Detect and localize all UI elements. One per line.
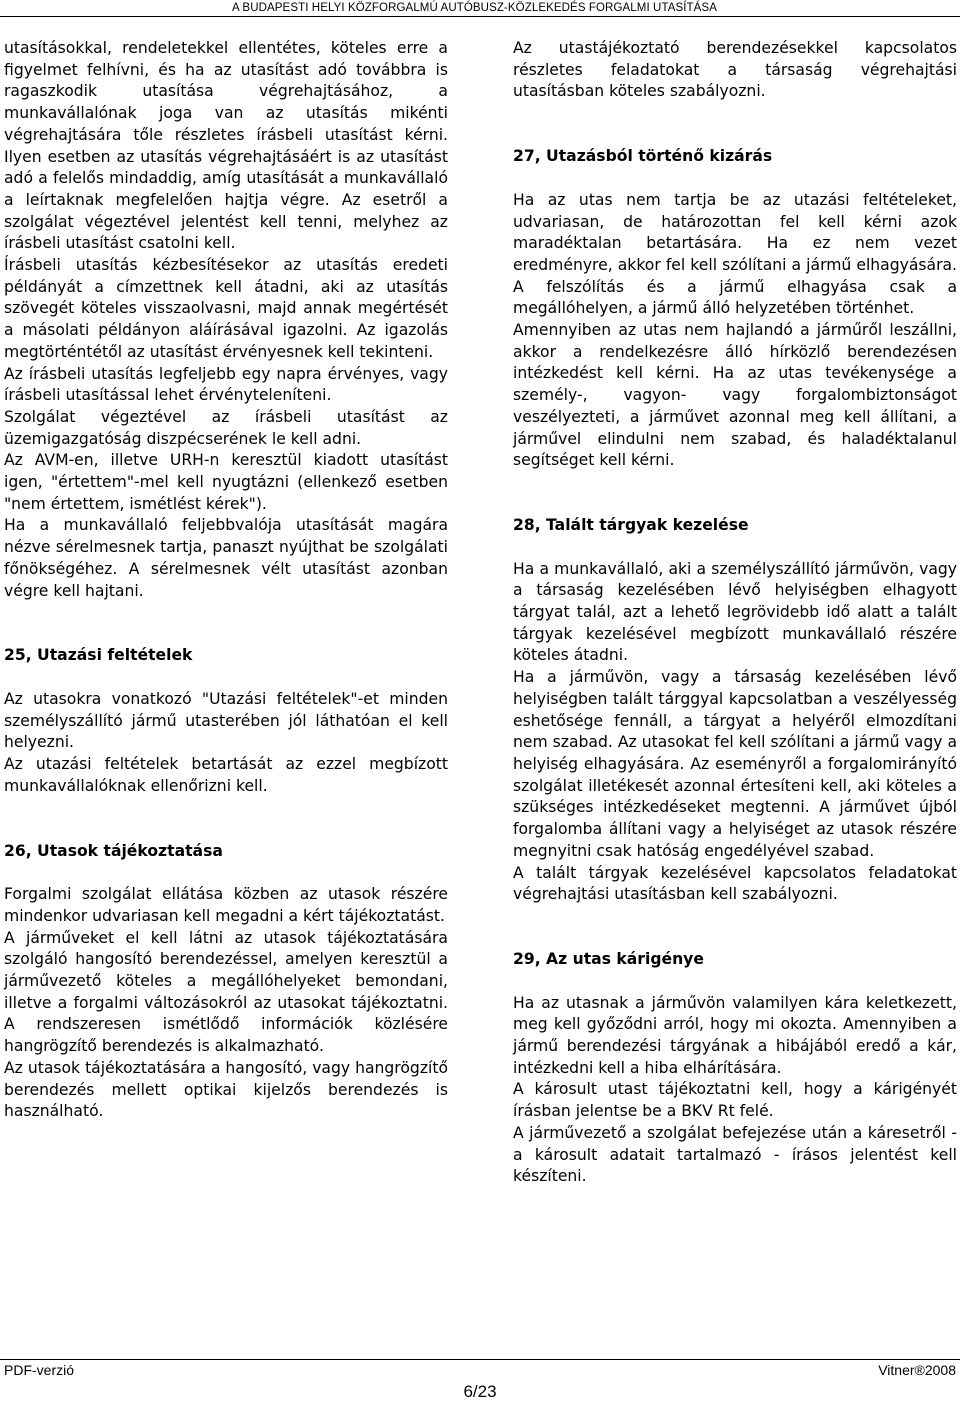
paragraph: A károsult utast tájékoztatni kell, hogy a kárigényét írásban jelentse be a BKV Rt felé. — [513, 1080, 957, 1121]
section-heading-27: 27, Utazásból történő kizárás — [513, 147, 773, 166]
paragraph: Ha az utasnak a járművön valamilyen kára keletkezett, meg kell győződni arról, hogy mi okozta. Amennyiben a jármű berendezési tárgyának a hibájából eredő a kár, intézkedni kell a hiba elhárítására. — [513, 993, 957, 1077]
footer-copyright: Vitner®2008 — [878, 1362, 956, 1378]
section-heading-29: 29, Az utas kárigénye — [513, 949, 704, 968]
paragraph: Az írásbeli utasítás legfeljebb egy napra érvényes, vagy írásbeli utasítással lehet érvényteleníteni. — [4, 364, 448, 405]
paragraph: Ha a munkavállaló feljebbvalója utasítását magára nézve sérelmesnek tartja, panaszt nyújthat be szolgálati főnökségéhez. A sérelmesnek vélt utasítást azonban végre kell hajtani. — [4, 516, 448, 600]
paragraph: A járművezető a szolgálat befejezése után a káresetről - a károsult adatait tartalmazó - írásos jelentést kell készíteni. — [513, 1123, 957, 1186]
header-divider — [0, 16, 960, 17]
right-column — [513, 38, 957, 1188]
paragraph: Amennyiben az utas nem hajlandó a járműről leszállni, akkor a rendelkezésre álló hírközlő berendezésen intézkedést kell kérni. Ha az utas tevékenysége a személy-, vagyon- vagy forgalombiztonságot veszélyezteti, a járművet azonnal meg kell állítani, a járművel elindulni nem szabad, és haladéktalanul segítséget kell kérni. — [513, 321, 957, 470]
paragraph: Az AVM-en, illetve URH-n keresztül kiadott utasítást igen, "értettem"-mel kell nyugtázni (ellenkező esetben "nem értettem, ismétlést kérek"). — [4, 451, 448, 513]
paragraph: Szolgálat végeztével az írásbeli utasítást az üzemigazgatóság diszpécserének le kell adni. — [4, 407, 448, 448]
header-title: A BUDAPESTI HELYI KÖZFORGALMÚ AUTÓBUSZ-KÖZLEKEDÉS FORGALMI UTASÍTÁSA — [232, 2, 717, 14]
section-heading-25: 25, Utazási feltételek — [4, 646, 193, 665]
paragraph: utasításokkal, rendeletekkel ellentétes, köteles erre a figyelmet felhívni, és ha az utasítást adó továbbra is ragaszkodik utasítása végrehajtásához, a munkavállalónak joga van az utasítás mikénti végrehajtására tőle részletes írásbeli utasítást kérni. Ilyen esetben az utasítás végrehajtásáért is az utasítást adó a felelős mindaddig, amíg utasítását a munkavállaló a leírtaknak megfelelően hajtja végre. Az esetről a szolgálat végeztével jelentést kell tenni, melyhez az írásbeli utasítást csatolni kell. — [4, 39, 448, 253]
page-number: 6/23 — [463, 1382, 497, 1401]
paragraph: Ha az utas nem tartja be az utazási feltételeket, udvariasan, de határozottan fel kell kérni azok maradéktalan betartására. Ha ez nem vezet eredményre, akkor fel kell szólítani a jármű elhagyására. A felszólítás és a jármű elhagyása csak a megállóhelyen, a jármű álló helyzetében történhet. — [513, 190, 957, 318]
paragraph: Ha a munkavállaló, aki a személyszállító járművön, vagy a társaság kezelésében lévő helyiségben elhagyott tárgyat talál, azt a lehető legrövidebb idő alatt a talált tárgyak kezelésével megbízott munkavállaló részére köteles átadni. — [513, 559, 957, 665]
section-heading-28: 28, Talált tárgyak kezelése — [513, 515, 749, 534]
paragraph: A talált tárgyak kezelésével kapcsolatos feladatokat végrehajtási utasításban kell szabályozni. — [513, 863, 957, 904]
paragraph: Ha a járművön, vagy a társaság kezelésében lévő helyiségben talált tárggyal kapcsolatban a veszélyesség eshetősége fennáll, a tárgyat a helyéről elmozdítani nem szabad. Az utasokat fel kell szólítani a jármű vagy a helyiség elhagyására. Az eseményről a forgalomirányító szolgálat illetékesét azonnal értesíteni kell, aki köteles a szükséges intézkedéseket megtenni. A járművet újból forgalomba állítani vagy a helyiséget az utasok részére megnyitni csak hatóság engedélyével szabad. — [513, 668, 957, 860]
paragraph: Az utastájékoztató berendezésekkel kapcsolatos részletes feladatokat a társaság végrehajtási utasításban köteles szabályozni. — [513, 39, 957, 101]
paragraph: Az utasokra vonatkozó "Utazási feltételek"-et minden személyszállító jármű utasterében jól láthatóan el kell helyezni. — [4, 689, 448, 752]
left-column — [4, 38, 448, 1123]
paragraph: Írásbeli utasítás kézbesítésekor az utasítás eredeti példányát a címzettnek kell átadni, aki az utasítás szövegét köteles visszaolvasni, majd annak megértését a másolati példányon aláírásával igazolni. Az igazolás megtörténtétől az utasítást érvényesnek kell tekinteni. — [4, 256, 448, 361]
footer-divider — [0, 1359, 960, 1360]
page-header — [0, 0, 960, 17]
paragraph: A járműveket el kell látni az utasok tájékoztatására szolgáló hangosító berendezéssel, amelyen keresztül a járművezető köteles a megállóhelyeket bemondani, illetve a forgalmi változásokról az utasokat tájékoztatni. A rendszeresen ismétlődő információk közlésére hangrögzítő berendezés is alkalmazható. — [4, 928, 448, 1056]
paragraph: Forgalmi szolgálat ellátása közben az utasok részére mindenkor udvariasan kell megadni a kért tájékoztatást. — [4, 885, 448, 925]
paragraph: Az utasok tájékoztatására a hangosító, vagy hangrögzítő berendezés mellett optikai kijelzős berendezés is használható. — [4, 1058, 448, 1121]
section-heading-26: 26, Utasok tájékoztatása — [4, 841, 223, 860]
paragraph: Az utazási feltételek betartását az ezzel megbízott munkavállalóknak ellenőrizni kell. — [4, 755, 448, 795]
footer-version: PDF-verzió — [4, 1362, 75, 1378]
